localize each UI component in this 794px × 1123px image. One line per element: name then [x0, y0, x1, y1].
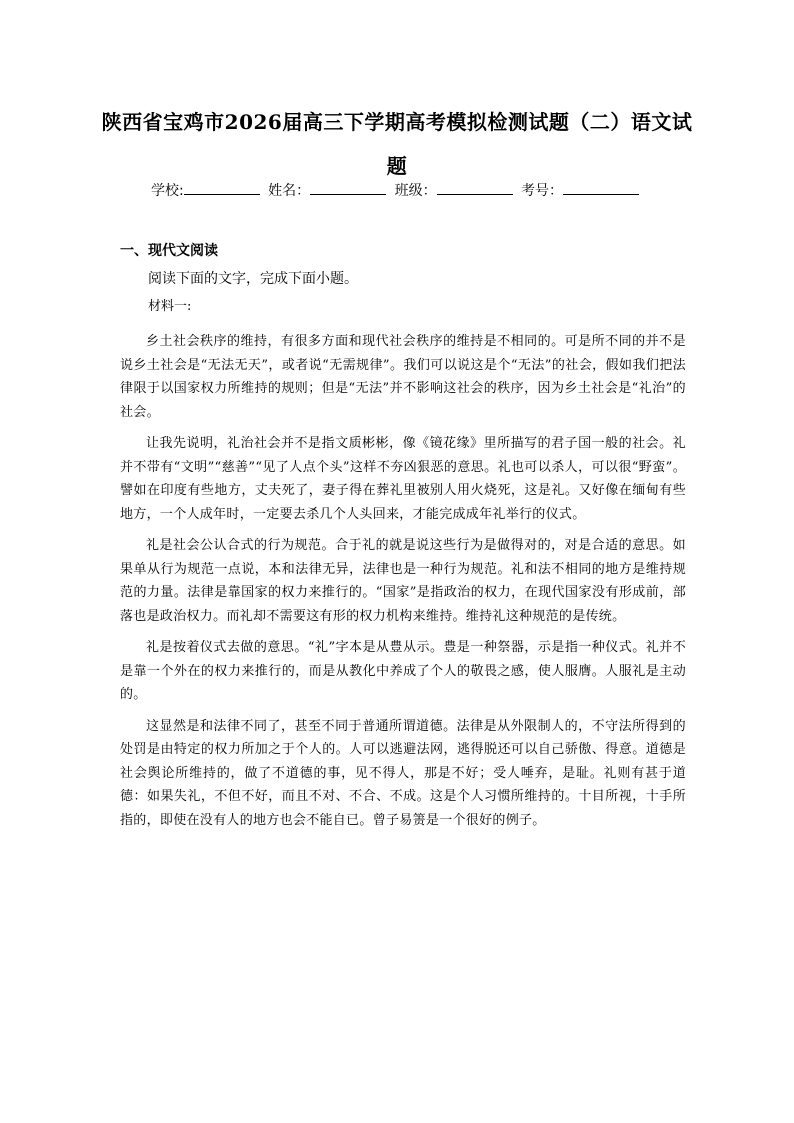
reading-passage: [120, 330, 686, 840]
document-title: 陕西省宝鸡市2026届高三下学期高考模拟检测试题（二）语文试题: [101, 110, 693, 178]
reading-instruction: 阅读下面的文字，完成下面小题。: [148, 271, 358, 287]
material-label: 材料一:: [148, 299, 192, 314]
name-label: 姓名：: [268, 183, 311, 199]
passage-paragraph: 这显然是和法律不同了，甚至不同于普通所谓道德。法律是从外限制人的，不守法所得到的处罚是由特定的权力所加之于个人的。人可以逃避法网，逃得脱还可以自己骄傲、得意。道德是社会舆论所维持的，做了不道德的事，见不得人，那是不好；受人唾弃，是耻。礼则有甚于道德：如果失礼，不但不好，而且不对、不合、不成。这是个人习惯所维持的。十目所视，十手所指的，即使在没有人的地方也会不能自已。曾子易箦是一个很好的例子。: [120, 718, 686, 828]
exam-number-blank: [563, 180, 639, 195]
passage-paragraph: 礼是按着仪式去做的意思。“礼”字本是从豊从示。豊是一种祭器，示是指一种仪式。礼并不是靠一个外在的权力来推行的，而是从教化中养成了个人的敬畏之感，使人服膺。人服礼是主动的。: [120, 640, 686, 702]
class-label: 班级：: [394, 183, 437, 199]
school-label: 学校:: [150, 183, 184, 199]
name-blank: [310, 180, 386, 195]
exam-number-label: 考号：: [521, 183, 564, 199]
class-blank: [437, 180, 513, 195]
passage-paragraph: 乡土社会秩序的维持，有很多方面和现代社会秩序的维持是不相同的。可是所不同的并不是说乡土社会是“无法无天”，或者说“无需规律”。我们可以说这是个“无法”的社会，假如我们把法律限于以国家权力所维持的规则；但是“无法”并不影响这社会的秩序，因为乡土社会是“礼治”的社会。: [120, 334, 686, 420]
student-info-line: [100, 180, 694, 201]
section-heading: 一、现代文阅读: [120, 243, 218, 259]
passage-paragraph: 礼是社会公认合式的行为规范。合于礼的就是说这些行为是做得对的，对是合适的意思。如果单从行为规范一点说，本和法律无异，法律也是一种行为规范。礼和法不相同的地方是维持规范的力量。法律是靠国家的权力来推行的。“国家”是指政治的权力，在现代国家没有形成前，部落也是政治权力。而礼却不需要这有形的权力机构来维持。维持礼这种规范的是传统。: [120, 538, 686, 624]
passage-paragraph: 让我先说明，礼治社会并不是指文质彬彬，像《镜花缘》里所描写的君子国一般的社会。礼并不带有“文明”“慈善”“见了人点个头”这样不夯凶狠恶的意思。礼也可以杀人，可以很“野蛮”。譬如在印度有些地方，丈夫死了，妻子得在葬礼里被别人用火烧死，这是礼。又好像在缅甸有些地方，一个人成年时，一定要去杀几个人头回来，才能完成成年礼举行的仪式。: [120, 436, 686, 522]
school-blank: [184, 180, 260, 195]
